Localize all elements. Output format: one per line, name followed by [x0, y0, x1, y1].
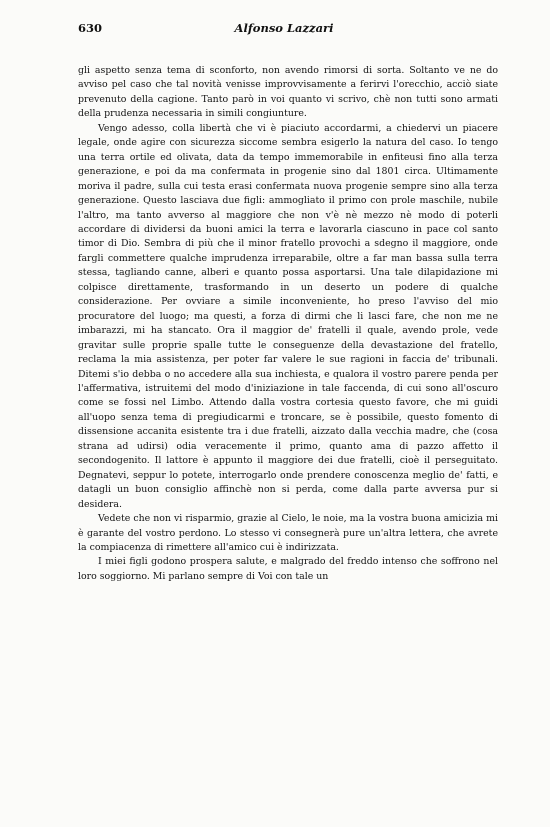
- paragraph-2: Vengo adesso, colla libertà che vi è piaciuto accordarmi, a chiedervi un piacere legale, onde agire con sicurezza siccome sembra esigerlo la natura del caso. Io tengo una terra ortile ed olivata, data da tempo immemorabile in enfiteusi fino alla terza generazione, e poi da ma confermata in progenie sino dal 1801 circa. Ultimamente moriva il padre, sulla cui testa erasi confermata nuova progenie sempre sino alla terza generazione. Questo lasciava due figli: ammogliato il primo con prole maschile, nubile l'altro, ma tanto avverso al maggiore che non v'è nè mezzo nè modo di poterli accordare di dividersi da buoni amici la terra e lavorarla ciascuno in pace col santo timor di Dio. Sembra di più che il minor fratello provochi a sdegno il maggiore, onde fargli commettere qualche imprudenza irreparabile, oltre a far man bassa sulla terra stessa, tagliando canne, alberi e quanto possa asportarsi. Una tale dilapidazione mi colpisce direttamente, trasformando in un deserto un podere di qualche considerazione. Per ovviare a simile inconveniente, ho preso l'avviso del mio procuratore del luogo; ma questi, a forza di dirmi che li lasci fare, che non me ne imbarazzi, mi ha stancato. Ora il maggior de' fratelli il quale, avendo prole, vede gravitar sulle proprie spalle tutte le conseguenze della devastazione del fratello, reclama la mia assistenza, per poter far valere le sue ragioni in faccia de' tribunali. Ditemi s'io debba o no accedere alla sua inchiesta, e qualora il vostro parere penda per l'affermativa, istruitemi del modo d'iniziazione in tale faccenda, di cui sono all'oscuro come se fossi nel Limbo. Attendo dalla vostra cortesia questo favore, che mi guidi all'uopo senza tema di pregiudicarmi e troncare, se è possibile, questo fomento di dissensione accanita esistente tra i due fratelli, aizzato dalla vecchia madre, che (cosa strana ad udirsi) odia veracemente il primo, quanto ama di pazzo affetto il secondogenito. Il lattore è appunto il maggiore dei due fratelli, cioè il perseguitato. Degnatevi, seppur lo potete, interrogarlo onde prendere conoscenza meglio de' fatti, e datagli un buon consiglio affinchè non si perda, come dalla parte avversa pur si desidera.: [78, 122, 498, 510]
- paragraph-1: gli aspetto senza tema di sconforto, non avendo rimorsi di sorta. Soltanto ve ne do avviso pel caso che tal novità venisse improvvisamente a ferirvi l'orecchio, acciò siate prevenuto della cagione. Tanto parò in voi quanto vi scrivo, chè non tutti sono armati della prudenza necessaria in simili congiunture.: [78, 65, 498, 120]
- paragraph-3: Vedete che non vi risparmio, grazie al Cielo, le noie, ma la vostra buona amicizia mi è garante del vostro perdono. Lo stesso vi consegnerà pure un'altra lettera, che avrete la compiacenza di rimettere all'amico cui è indirizzata.: [78, 513, 498, 553]
- running-head: Alfonso Lazzari: [234, 21, 334, 35]
- page-number: 630: [78, 21, 103, 35]
- page-header: [78, 21, 490, 41]
- paragraph-4: I miei figli godono prospera salute, e malgrado del freddo intenso che soffrono nel loro soggiorno. Mi parlano sempre di Voi con tale un: [78, 556, 498, 582]
- body-text: [78, 64, 498, 584]
